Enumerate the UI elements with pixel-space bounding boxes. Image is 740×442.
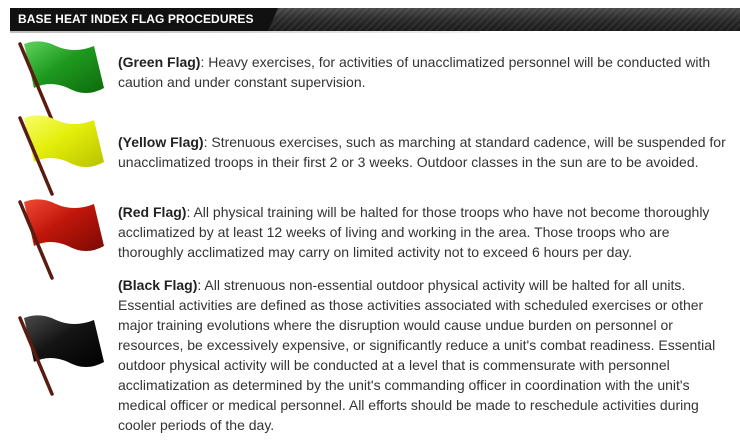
red-flag-icon — [12, 196, 112, 281]
red-flag-label: (Red Flag) — [118, 204, 187, 220]
green-flag-label: (Green Flag) — [118, 54, 201, 70]
header-underline — [10, 31, 480, 33]
black-flag-description — [118, 275, 736, 435]
section-header-bar — [10, 8, 740, 31]
yellow-flag-icon — [12, 112, 112, 197]
black-flag-label: (Black Flag) — [118, 277, 198, 293]
black-flag-text: : All strenuous non-essential outdoor physical activity will be halted for all units. Essential activities are defined as those activities associated with scheduled exercises or other major training evolutions where the disruption would cause undue burden on personnel or resources, be excessively expensive, or significantly reduce a unit's combat readiness. Essential outdoor physical activity will be conducted at a level that is commensurate with personnel acclimatization as determined by the unit's commanding officer in coordination with the unit's medical officer or medical personnel. All efforts should be made to reschedule activities during cooler periods of the day. — [118, 277, 716, 433]
yellow-flag-label: (Yellow Flag) — [118, 134, 204, 150]
section-title: BASE HEAT INDEX FLAG PROCEDURES — [10, 8, 268, 31]
green-flag-description — [118, 52, 736, 92]
red-flag-text: : All physical training will be halted for those troops who have not become thoroughly acclimatized by at least 12 weeks of living and working in the area. Those troops who are thoroughly acclimatized may carry on limited activity not to exceed 6 hours per day. — [118, 204, 710, 260]
yellow-flag-description — [118, 132, 736, 172]
yellow-flag-text: : Strenuous exercises, such as marching at standard cadence, will be suspended for unacclimatized troops in their first 2 or 3 weeks. Outdoor classes in the sun are to be avoided. — [118, 134, 726, 170]
black-flag-icon — [12, 312, 112, 397]
green-flag-text: : Heavy exercises, for activities of unacclimatized personnel will be conducted with caution and under constant supervision. — [118, 54, 711, 90]
red-flag-description — [118, 202, 736, 262]
green-flag-icon — [12, 38, 112, 123]
